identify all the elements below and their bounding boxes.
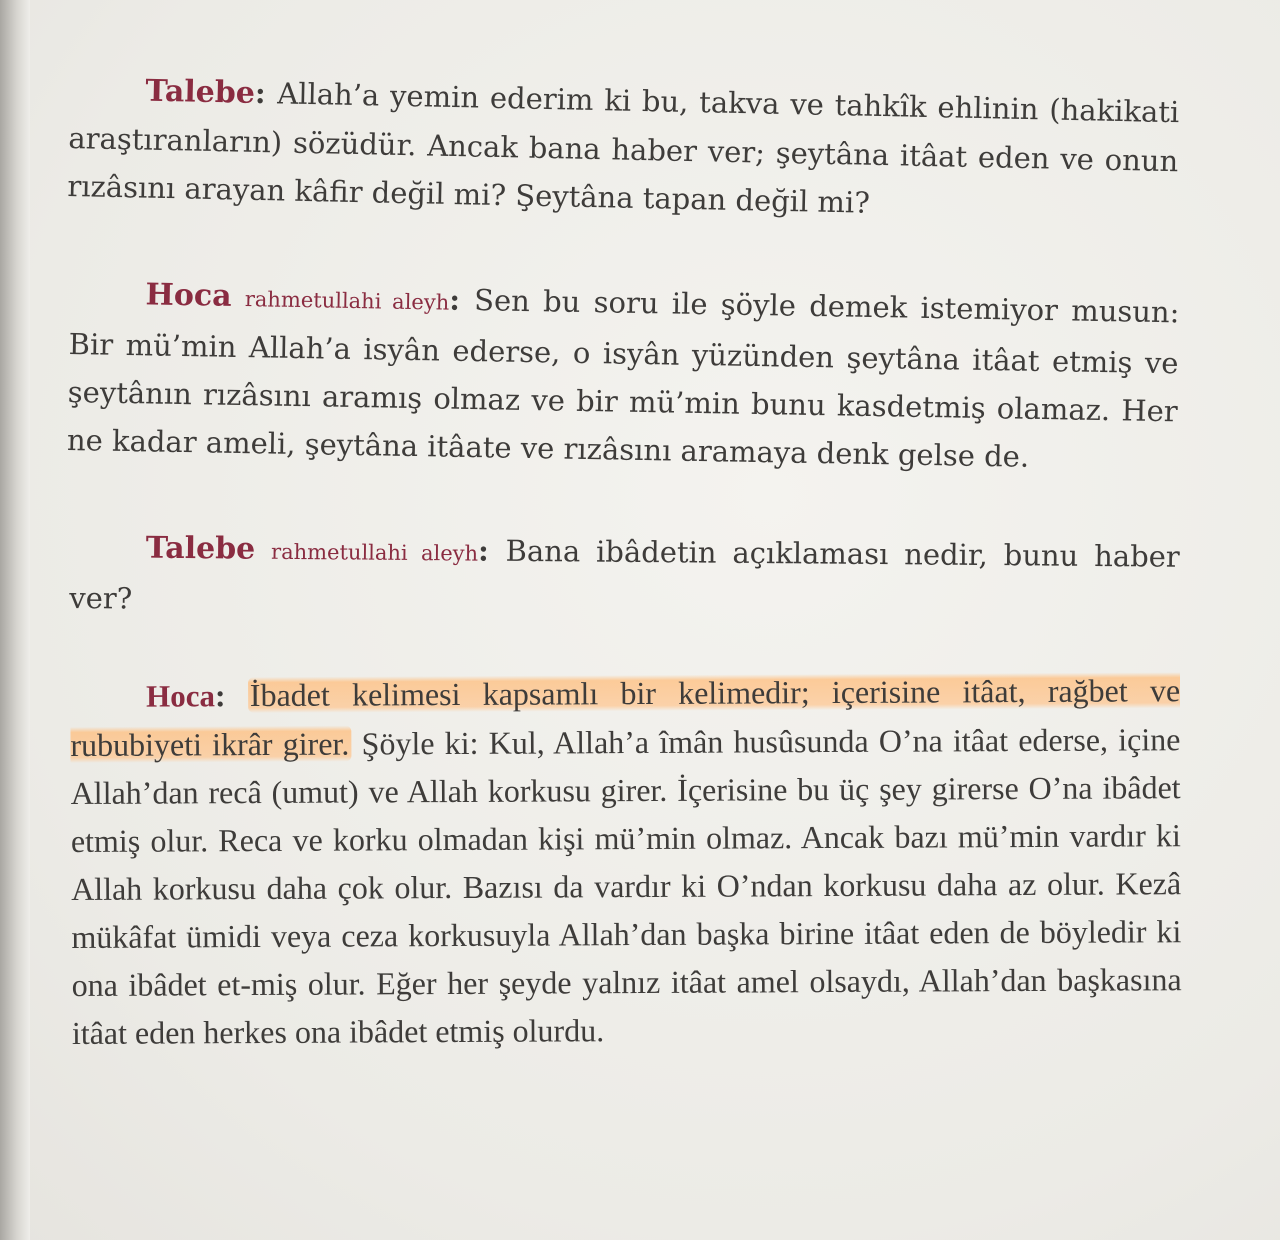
speaker-label: Hoca: [146, 678, 216, 714]
paragraph-talebe-2: Talebe rahmetullahi aleyh: Bana ibâdetin açıklaması nedir, bunu haber ver?: [69, 530, 1180, 616]
honorific-label: rahmetullahi aleyh: [244, 287, 450, 315]
honorific-label: rahmetullahi aleyh: [271, 539, 479, 566]
speaker-label: Hoca: [145, 277, 232, 314]
speaker-label: Talebe: [145, 530, 256, 567]
paragraph-text: Bana ibâdetin açıklaması nedir, bunu haber ver?: [69, 533, 1180, 616]
paragraph-text: Allah’a yemin ederim ki bu, takva ve tahkîk ehlinin (hakikati araştıranların) sözüdür. Ancak bana haber ver; şeytâna itâat eden ve onun rızâsını arayan kâfir değil mi? Şeytâna tapan değil mi?: [67, 76, 1180, 220]
speaker-label: Talebe: [145, 73, 256, 111]
paragraph-text: Şöyle ki: Kul, Allah’a îmân husûsunda O’na itâat ederse, içine Allah’dan recâ (umut) ve Allah korkusu girer. İçerisine bu üç şey girerse O’na ibâdet etmiş olur. Reca ve korku olmadan kişi mü’min olmaz. Ancak bazı mü’min vardır ki Allah korkusu daha çok olur. Bazısı da vardır ki O’ndan korkusu daha az olur. Kezâ mükâfat ümidi veya ceza korkusuyla Allah’dan başka birine itâat eden de böyledir ki ona ibâdet et-miş olur. Eğer her şeyde yalnız itâat amel olsaydı, Allah’dan başkasına itâat eden herkes ona ibâdet etmiş olurdu.: [70, 721, 1182, 1051]
highlighted-text: İbadet kelimesi kapsamlı bir kelimedir; içerisine itâat, rağbet ve rububiyeti ikrâr girer.: [70, 672, 1181, 763]
book-gutter-shadow: [0, 0, 30, 1240]
paragraph-hoca-2: Hoca: İbadet kelimesi kapsamlı bir kelimedir; içerisine itâat, rağbet ve rububiyeti ikrâr girer. Şöyle ki: Kul, Allah’a îmân husûsunda O’na itâat ederse, içine Allah’dan recâ (umut) ve Allah korkusu girer. İçerisine bu üç şey girerse O’na ibâdet etmiş olur. Reca ve korku olmadan kişi mü’min olmaz. Ancak bazı mü’min vardır ki Allah korkusu daha çok olur. Bazısı da vardır ki O’ndan korkusu daha az olur. Kezâ mükâfat ümidi veya ceza korkusuyla Allah’dan başka birine itâat eden de böyledir ki ona ibâdet et-miş olur. Eğer her şeyde yalnız itâat amel olsaydı, Allah’dan başkasına itâat eden herkes ona ibâdet etmiş olurdu.: [70, 672, 1182, 1051]
paragraph-text: Sen bu soru ile şöyle demek istemiyor musun: Bir mü’min Allah’a isyân ederse, o isyân yüzünden şeytâna itâat etmiş ve şeytânın rızâsını aramış olmaz ve bir mü’min bunu kasdetmiş olamaz. Her ne kadar ameli, şeytâna itâate ve rızâsını aramaya denk gelse de.: [66, 283, 1180, 474]
paragraph-talebe-1: Talebe: Allah’a yemin ederim ki bu, takva ve tahkîk ehlinin (hakikati araştıranların) sözüdür. Ancak bana haber ver; şeytâna itâat eden ve onun rızâsını arayan kâfir değil mi? Şeytâna tapan değil mi?: [67, 73, 1180, 220]
paragraph-hoca-1: Hoca rahmetullahi aleyh: Sen bu soru ile şöyle demek istemiyor musun: Bir mü’min Allah’a isyân ederse, o isyân yüzünden şeytâna itâat etmiş ve şeytânın rızâsını aramış olmaz ve bir mü’min bunu kasdetmiş olamaz. Her ne kadar ameli, şeytâna itâate ve rızâsını aramaya denk gelse de.: [66, 277, 1180, 474]
